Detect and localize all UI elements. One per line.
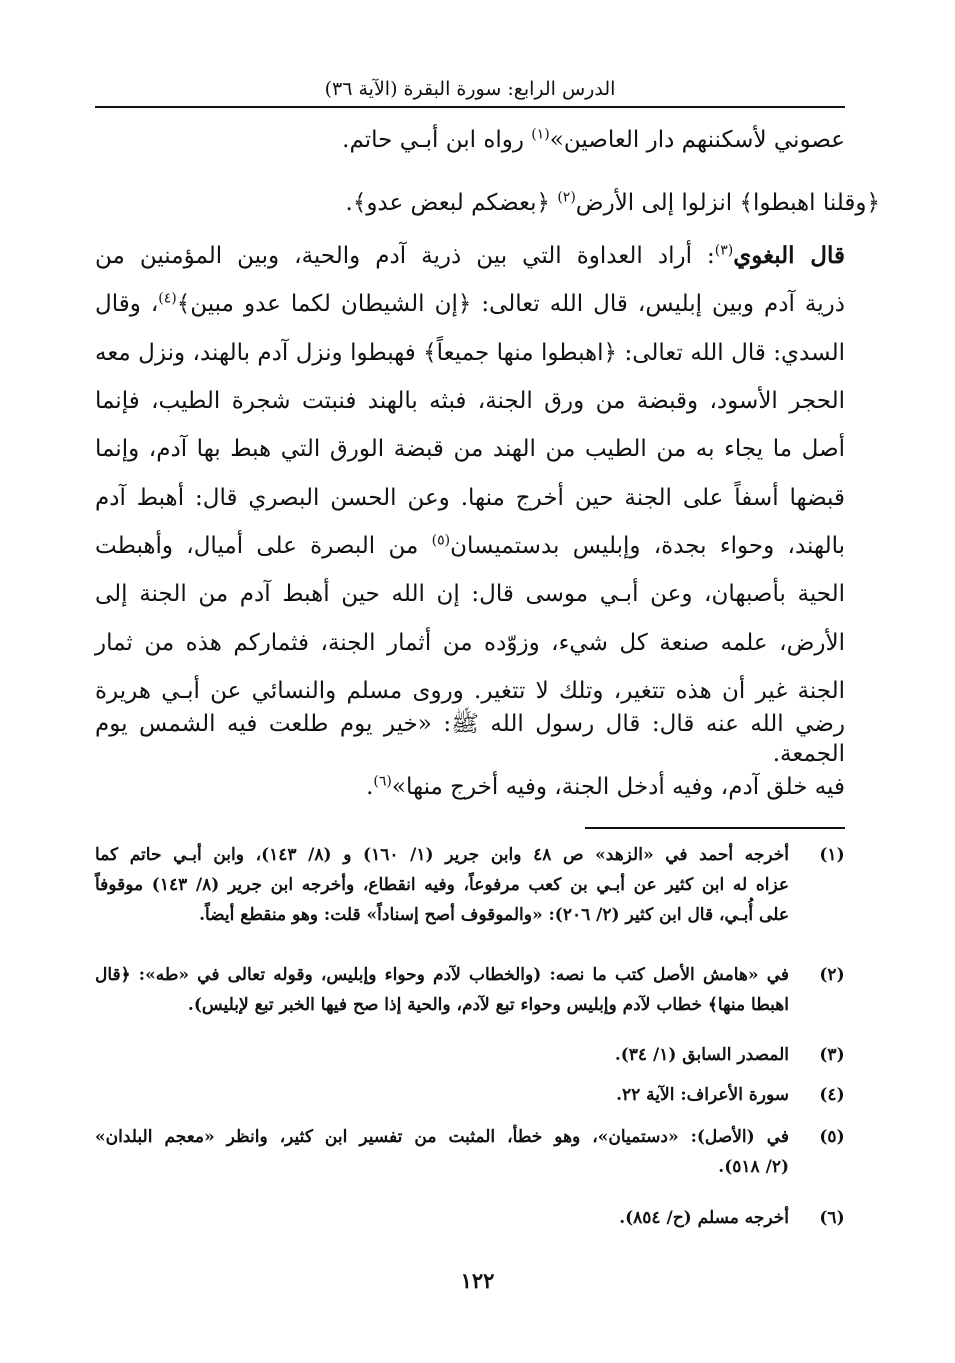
footnote-2 bbox=[95, 960, 847, 1020]
intro-line: عصوني لأسكننهم دار العاصين»$^{(١)}$ رواه ابن أبـي حاتم. bbox=[342, 126, 845, 153]
footnote-line: في (الأصل): «دستميان»، وهو خطأ، المثبت من تفسير ابن كثير، وانظر «معجم البلدان» bbox=[95, 1127, 789, 1147]
footnote-number: (٥) bbox=[819, 1127, 845, 1147]
footnote-ref-5[interactable]: (٥) bbox=[431, 532, 451, 549]
verse-line: ﴿وقلنا اهبطوا﴾ انزلوا إلى الأرض$^{(٢)}$ ﴿بعضكم لبعض عدو﴾. bbox=[345, 189, 880, 216]
paragraph-line: قبضها أسفاً على الجنة حين أخرج منها. وعن الحسن البصري قال: أهبط آدم bbox=[95, 484, 845, 511]
footnote-line: أخرجه أحمد في «الزهد» ص ٤٨ وابن جرير (١/ ١٦٠) و (٨/ ١٤٣)، وابن أبـي حاتم كما bbox=[95, 845, 790, 865]
footnote-line: سورة الأعراف: الآية ٢٢. bbox=[616, 1085, 789, 1105]
paragraph-line: الحية بأصبهان، وعن أبـي موسى قال: إن الله حين أهبط آدم من الجنة إلى bbox=[95, 581, 845, 608]
paragraph-line: بالهند، وحواء بجدة، وإبليس بدستميسان$^{(٥)}$ من البصرة على أميال، وأهبطت bbox=[95, 532, 845, 559]
footnote-1 bbox=[95, 840, 847, 930]
page-number: ١٢٢ bbox=[460, 1268, 495, 1293]
paragraph-line: ذرية آدم وبين إبليس، قال الله تعالى: ﴿إن الشيطان لكما عدو مبين﴾$^{(٤)}$، وقال bbox=[95, 290, 845, 318]
footnote-line: المصدر السابق (١/ ٣٤). bbox=[614, 1045, 789, 1065]
author-lead: قال البغوي bbox=[733, 242, 845, 270]
footnote-ref-2[interactable]: (٢) bbox=[557, 189, 576, 206]
footnote-number: (٦) bbox=[819, 1208, 845, 1228]
footnote-line: على أُبـي، قال ابن كثير (٢/ ٢٠٦): «والموقوف أصح إسناداً» قلت: وهو منقطع أيضاً. bbox=[199, 905, 789, 925]
paragraph-line: أصل ما يجاء به من الطيب من الهند من قبضة الورق التي هبط بها آدم، وإنما bbox=[95, 436, 845, 463]
footnote-number: (٤) bbox=[819, 1085, 845, 1105]
footnote-ref-4[interactable]: (٤) bbox=[158, 290, 177, 307]
footnote-number: (٣) bbox=[819, 1045, 845, 1065]
footnote-ref-3[interactable]: (٣) bbox=[714, 242, 734, 259]
footnote-line: عزاه له ابن كثير عن أبـي بن كعب مرفوعاً، وفيه انقطاع، وأخرجه ابن جرير (٨/ ١٤٣) موقوفاً bbox=[95, 875, 789, 895]
paragraph-line: فيه خلق آدم، وفيه أدخل الجنة، وفيه أخرج منها»$^{(٦)}$. bbox=[366, 773, 845, 801]
paragraph-line: الحجر الأسود، وقبضة من ورق الجنة، فبثه بالهند فنبتت شجرة الطيب، فإنما bbox=[95, 388, 846, 415]
paragraph-line: رضي الله عنه قال: قال رسول الله ﷺ: «خير يوم طلعت فيه الشمس يوم الجمعة. bbox=[95, 711, 845, 768]
paragraph-line: الجنة غير أن هذه تتغير، وتلك لا تتغير. وروى مسلم والنسائي عن أبـي هريرة bbox=[95, 677, 845, 704]
footnote-3 bbox=[95, 1040, 847, 1070]
footnote-line: اهبطا منها﴾ خطاب لآدم وإبليس وحواء تبع لآدم، والحية إذا صح فيها الخبر تبع لإبليس). bbox=[187, 995, 789, 1015]
header-rule bbox=[95, 106, 845, 108]
footnote-line: أخرجه مسلم (ح/ ٨٥٤). bbox=[619, 1208, 789, 1228]
footnote-4 bbox=[95, 1080, 847, 1110]
footnote-line: (٢/ ٥١٨). bbox=[718, 1157, 789, 1177]
footnote-ref-1[interactable]: (١) bbox=[531, 126, 550, 143]
footnote-ref-6[interactable]: (٦) bbox=[373, 773, 392, 790]
footnote-6 bbox=[95, 1203, 847, 1233]
paragraph-line: قال البغوي$^{(٣)}$: أراد العداوة التي بين ذرية آدم والحية، وبين المؤمنين من bbox=[95, 242, 845, 270]
footnote-5 bbox=[95, 1122, 847, 1182]
footnote-number: (٢) bbox=[819, 965, 845, 985]
footnote-separator bbox=[585, 827, 845, 829]
running-header: الدرس الرابع: سورة البقرة (الآية ٣٦) bbox=[324, 78, 616, 100]
paragraph-line: الأرض، علمه صنعة كل شيء، وزوّده من أثمار الجنة، فثماركم هذه من ثمار bbox=[95, 629, 845, 656]
footnote-line: في «هامش الأصل كتب ما نصه: (والخطاب لآدم وحواء وإبليس، وقوله تعالى في «طه»: ﴿قال bbox=[95, 965, 789, 985]
main-paragraph bbox=[95, 232, 845, 812]
footnote-number: (١) bbox=[819, 845, 845, 865]
paragraph-line: السدي: قال الله تعالى: ﴿اهبطوا منها جميعاً﴾ فهبطوا ونزل آدم بالهند، ونزل معه bbox=[95, 339, 845, 366]
